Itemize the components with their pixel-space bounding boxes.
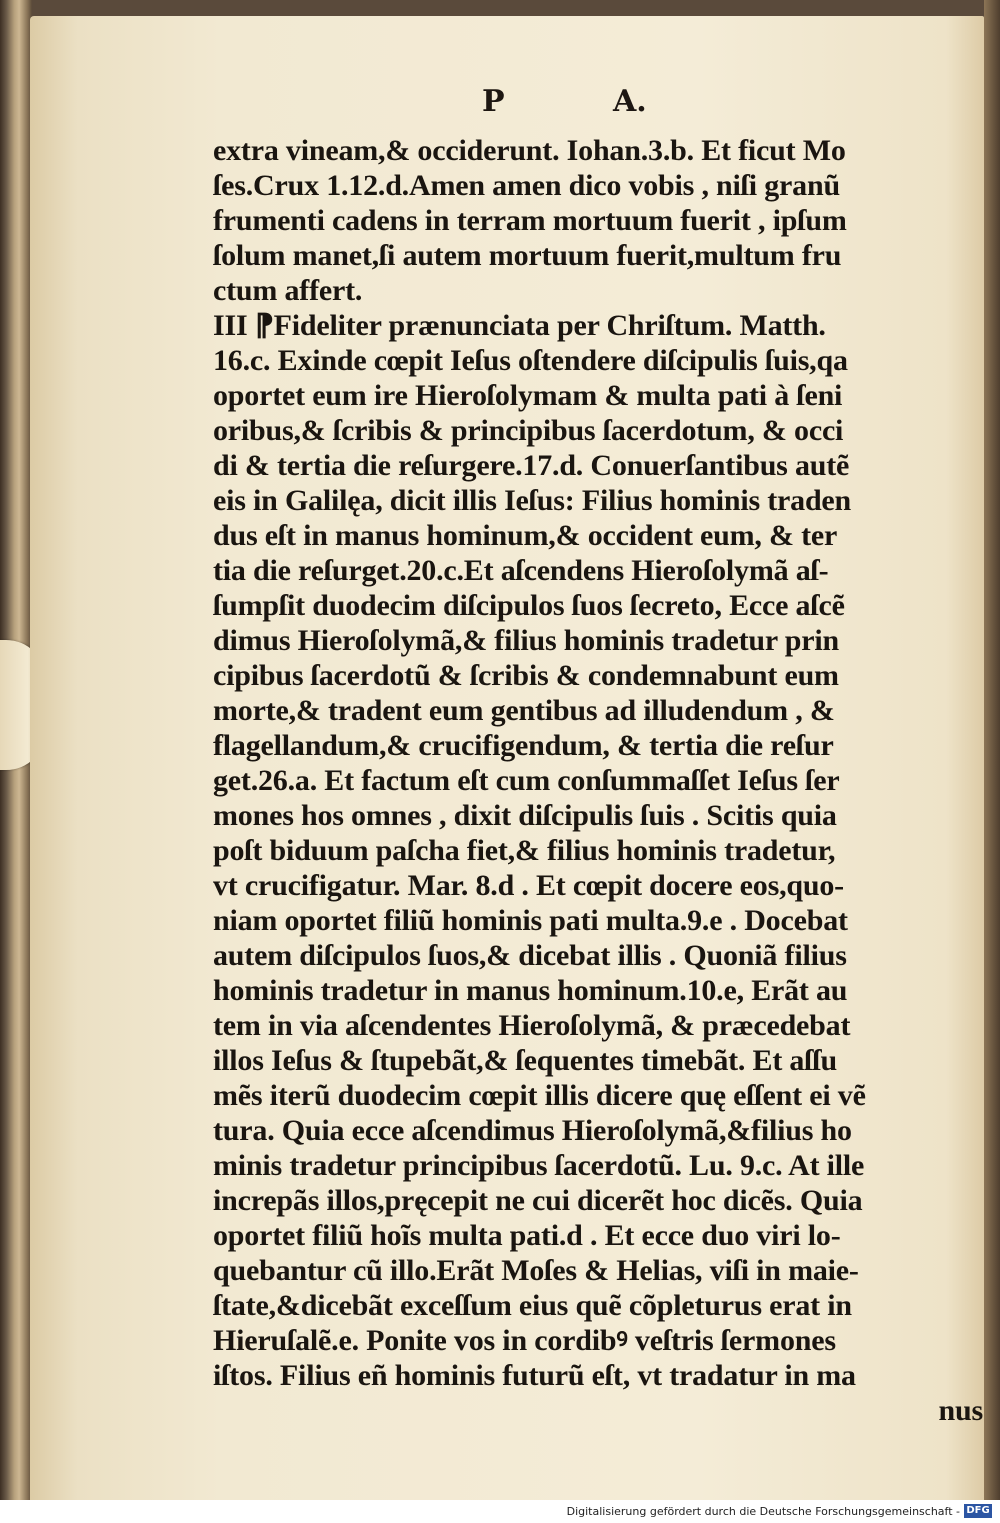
text-line: eis in Galilęa, dicit illis Ieſus: Filius hominis traden	[213, 484, 852, 517]
text-line: mẽs iterũ duodecim cœpit illis dicere quę eſſent ei vẽ	[213, 1079, 866, 1112]
footer-bar	[0, 1500, 1000, 1523]
page-edge	[984, 0, 1000, 1500]
header-signature-left: P	[482, 84, 505, 119]
page-header	[30, 84, 984, 124]
text-line: iſtos. Filius eñ hominis futurũ eſt, vt tradatur in ma	[213, 1359, 856, 1392]
text-line: flagellandum,& crucifigendum, & tertia die reſur	[213, 729, 834, 762]
text-line: illos Ieſus & ſtupebãt,& ſequentes timebãt. Et aſſu	[213, 1044, 837, 1077]
text-line: tem in via aſcendentes Hieroſolymã, & præcedebat	[213, 1009, 851, 1042]
text-line: morte,& tradent eum gentibus ad illudendum , &	[213, 694, 835, 727]
text-line: increpãs illos,pręcepit ne cui dicerẽt hoc dicẽs. Quia	[213, 1184, 863, 1217]
text-line: extra vineam,& occiderunt. Iohan.3.b. Et ficut Mo	[213, 134, 846, 167]
text-line: mones hos omnes , dixit diſcipulis ſuis . Scitis quia	[213, 799, 837, 832]
dfg-logo: DFG	[964, 1504, 992, 1518]
text-line: hominis tradetur in manus hominum.10.e, Erãt au	[213, 974, 848, 1007]
text-line: III ⁋Fideliter prænunciata per Chriſtum. Matth.	[213, 309, 826, 342]
text-line: dus eſt in manus hominum,& occident eum, & ter	[213, 519, 838, 552]
text-line: oportet filiũ hoĩs multa pati.d . Et ecce duo viri lo-	[213, 1219, 841, 1252]
text-line: autem diſcipulos ſuos,& dicebat illis . Quoniã filius	[213, 939, 847, 972]
text-line: ſtate,&dicebãt exceſſum eius quẽ cõpleturus erat in	[213, 1289, 852, 1322]
text-line: di & tertia die reſurgere.17.d. Conuerſantibus autẽ	[213, 449, 850, 482]
text-line: get.26.a. Et factum eſt cum conſummaſſet Ieſus ſer	[213, 764, 840, 797]
text-line: quebantur cũ illo.Erãt Moſes & Helias, viſi in maie-	[213, 1254, 859, 1287]
text-line: ſolum manet,ſi autem mortuum fuerit,multum fru	[213, 239, 842, 272]
text-line: tura. Quia ecce aſcendimus Hieroſolymã,&filius ho	[213, 1114, 852, 1147]
funding-credit: Digitalisierung gefördert durch die Deutsche Forschungsgemeinschaft -	[566, 1505, 960, 1518]
text-line: ctum affert.	[213, 274, 363, 307]
text-line: tia die reſurget.20.c.Et aſcendens Hieroſolymã aſ-	[213, 554, 829, 587]
header-signature-right: A.	[613, 84, 647, 119]
text-line: ſumpſit duodecim diſcipulos ſuos ſecreto, Ecce aſcẽ	[213, 589, 845, 622]
book-page	[30, 16, 984, 1500]
text-line: ſes.Crux 1.12.d.Amen amen dico vobis , niſi granũ	[213, 169, 840, 202]
text-line: Hieruſalẽ.e. Ponite vos in cordibꝰ veſtris ſermones	[213, 1324, 836, 1357]
catchword: nus	[938, 1394, 983, 1427]
text-line: oribus,& ſcribis & principibus ſacerdotum, & occi	[213, 414, 844, 447]
text-line: vt crucifigatur. Mar. 8.d . Et cœpit docere eos,quo-	[213, 869, 844, 902]
text-line: oportet eum ire Hieroſolymam & multa pati à ſeni	[213, 379, 843, 412]
text-line: poſt biduum paſcha fiet,& filius hominis tradetur,	[213, 834, 836, 867]
text-line: 16.c. Exinde cœpit Ieſus oſtendere diſcipulis ſuis,qa	[213, 344, 848, 377]
book-spine	[0, 0, 32, 1500]
text-line: dimus Hieroſolymã,& filius hominis tradetur prin	[213, 624, 840, 657]
text-line: niam oportet filiũ hominis pati multa.9.e . Docebat	[213, 904, 848, 937]
text-line: minis tradetur principibus ſacerdotũ. Lu. 9.c. At ille	[213, 1149, 865, 1182]
text-line: frumenti cadens in terram mortuum fuerit , ipſum	[213, 204, 847, 237]
text-line: cipibus ſacerdotũ & ſcribis & condemnabunt eum	[213, 659, 839, 692]
